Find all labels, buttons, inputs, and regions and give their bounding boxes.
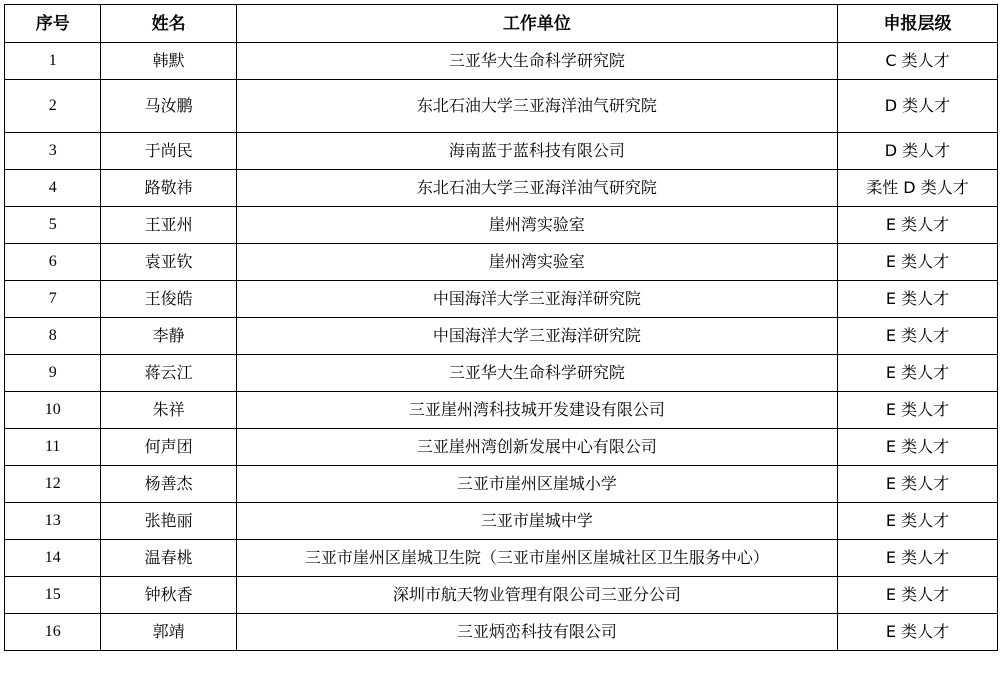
table-row [5, 392, 998, 429]
table-row [5, 466, 998, 503]
row-level: E 类人才 [837, 392, 997, 429]
row-index: 7 [5, 281, 101, 318]
row-unit: 三亚崖州湾科技城开发建设有限公司 [236, 392, 837, 429]
row-level: D 类人才 [837, 133, 997, 170]
row-name: 王俊皓 [101, 281, 236, 318]
row-name: 何声团 [101, 429, 236, 466]
row-name: 温春桃 [101, 540, 236, 577]
row-level: E 类人才 [837, 577, 997, 614]
table-row [5, 170, 998, 207]
row-unit: 三亚市崖城中学 [236, 503, 837, 540]
row-name: 马汝鹏 [101, 80, 236, 133]
header-unit: 工作单位 [236, 5, 837, 43]
row-index: 10 [5, 392, 101, 429]
row-name: 于尚民 [101, 133, 236, 170]
table-row [5, 355, 998, 392]
row-unit: 海南蓝于蓝科技有限公司 [236, 133, 837, 170]
row-name: 路敬祎 [101, 170, 236, 207]
table-header [5, 5, 998, 43]
talent-table [4, 4, 998, 651]
row-index: 13 [5, 503, 101, 540]
row-index: 6 [5, 244, 101, 281]
row-index: 2 [5, 80, 101, 133]
row-name: 杨善杰 [101, 466, 236, 503]
table-row [5, 207, 998, 244]
table-row [5, 318, 998, 355]
table-row [5, 133, 998, 170]
row-index: 9 [5, 355, 101, 392]
row-level: E 类人才 [837, 540, 997, 577]
row-name: 郭靖 [101, 614, 236, 651]
row-level: E 类人才 [837, 244, 997, 281]
row-index: 14 [5, 540, 101, 577]
row-index: 15 [5, 577, 101, 614]
table-row [5, 429, 998, 466]
row-unit: 东北石油大学三亚海洋油气研究院 [236, 170, 837, 207]
row-name: 袁亚钦 [101, 244, 236, 281]
row-index: 3 [5, 133, 101, 170]
row-name: 张艳丽 [101, 503, 236, 540]
row-unit: 三亚崖州湾创新发展中心有限公司 [236, 429, 837, 466]
row-index: 4 [5, 170, 101, 207]
row-level: D 类人才 [837, 80, 997, 133]
row-unit: 三亚华大生命科学研究院 [236, 355, 837, 392]
row-unit: 东北石油大学三亚海洋油气研究院 [236, 80, 837, 133]
row-level: E 类人才 [837, 466, 997, 503]
row-unit: 三亚市崖州区崖城卫生院（三亚市崖州区崖城社区卫生服务中心） [236, 540, 837, 577]
row-level: C 类人才 [837, 43, 997, 80]
row-name: 钟秋香 [101, 577, 236, 614]
row-index: 5 [5, 207, 101, 244]
table-body [5, 43, 998, 651]
row-index: 11 [5, 429, 101, 466]
table-row [5, 540, 998, 577]
row-unit: 深圳市航天物业管理有限公司三亚分公司 [236, 577, 837, 614]
row-unit: 三亚炳峦科技有限公司 [236, 614, 837, 651]
table-row [5, 80, 998, 133]
table-row [5, 614, 998, 651]
row-name: 朱祥 [101, 392, 236, 429]
row-name: 蒋云江 [101, 355, 236, 392]
row-index: 12 [5, 466, 101, 503]
header-index: 序号 [5, 5, 101, 43]
row-level: 柔性 D 类人才 [837, 170, 997, 207]
table-row [5, 577, 998, 614]
table-row [5, 503, 998, 540]
header-level: 申报层级 [837, 5, 997, 43]
row-unit: 崖州湾实验室 [236, 244, 837, 281]
table-row [5, 43, 998, 80]
row-level: E 类人才 [837, 355, 997, 392]
row-unit: 崖州湾实验室 [236, 207, 837, 244]
header-name: 姓名 [101, 5, 236, 43]
row-level: E 类人才 [837, 207, 997, 244]
row-name: 王亚州 [101, 207, 236, 244]
row-unit: 三亚华大生命科学研究院 [236, 43, 837, 80]
header-row [5, 5, 998, 43]
row-level: E 类人才 [837, 614, 997, 651]
table-row [5, 281, 998, 318]
row-level: E 类人才 [837, 429, 997, 466]
row-unit: 三亚市崖州区崖城小学 [236, 466, 837, 503]
row-name: 李静 [101, 318, 236, 355]
row-unit: 中国海洋大学三亚海洋研究院 [236, 281, 837, 318]
row-index: 1 [5, 43, 101, 80]
row-index: 8 [5, 318, 101, 355]
row-name: 韩默 [101, 43, 236, 80]
row-unit: 中国海洋大学三亚海洋研究院 [236, 318, 837, 355]
row-level: E 类人才 [837, 318, 997, 355]
row-index: 16 [5, 614, 101, 651]
table-row [5, 244, 998, 281]
row-level: E 类人才 [837, 503, 997, 540]
row-level: E 类人才 [837, 281, 997, 318]
